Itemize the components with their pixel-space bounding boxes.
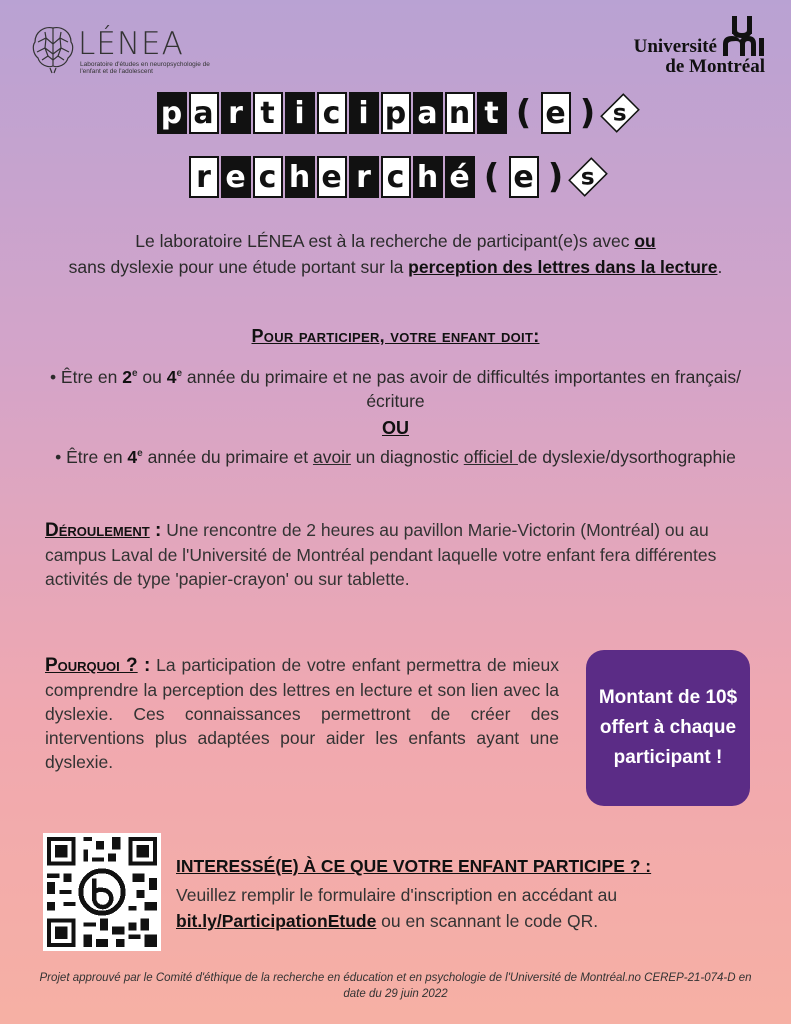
headline-letter: ) [579,93,596,133]
lenea-name: LÉNEA [78,26,184,62]
cta-text-1: Veuillez remplir le formulaire d'inscription en accédant au [176,885,618,905]
lenea-logo [30,20,220,80]
sup-e: e [137,448,143,459]
headline-letter: h [285,156,315,198]
or-separator: OU [382,418,409,438]
headline-letter: a [189,92,219,134]
grade-4: 4 [166,366,177,387]
headline-letter: r [349,156,379,198]
headline-letter: c [381,156,411,198]
headline-letter: c [253,156,283,198]
deroulement-colon: : [149,520,162,541]
criterion-2-end: de dyslexie/dysorthographie [517,446,736,467]
headline-letter: p [381,92,411,134]
deroulement-heading: Déroulement [45,520,150,541]
criterion-2-mid: année du primaire et [142,446,313,467]
headline-letter: r [189,156,219,198]
headline-letter: c [317,92,347,134]
criterion-1-text: • Être en [49,366,123,387]
headline-letter: h [413,156,443,198]
headline-letter: r [221,92,251,134]
deroulement-section [45,518,745,591]
criterion-2 [30,442,761,469]
pourquoi-heading: Pourquoi ? [45,655,138,676]
headline-letter: e [509,156,539,198]
headline-letter: p [157,92,187,134]
intro-ou: ou [634,231,656,251]
intro-end: . [717,257,723,277]
headline-letter: i [349,92,379,134]
qr-code-icon [43,833,161,951]
criterion-2-avoir: avoir [312,446,351,467]
pourquoi-section [45,653,559,774]
criterion-1-ou: ou [137,366,167,387]
cta-text [176,882,756,934]
lenea-subtitle: Laboratoire d'études en neuropsychologie de l'enfant et de l'adolescent [80,61,210,75]
headline-letter: é [445,156,475,198]
headline-letter: e [541,92,571,134]
udem-name-line1: Université [633,36,717,57]
udem-mark-icon [723,16,765,56]
cta-text-2: ou en scannant le code QR. [376,911,599,931]
pourquoi-colon: : [137,655,151,676]
reward-box [586,650,750,806]
headline-letter: a [413,92,443,134]
cta-title: INTERESSÉ(E) À CE QUE VOTRE ENFANT PARTICIPE ? : [176,856,652,876]
intro-topic: perception des lettres dans la lecture [408,257,718,277]
headline-letter: i [285,92,315,134]
criterion-2-text: • Être en [55,446,128,467]
grade-2: 2 [122,366,132,387]
headline-letter: n [445,92,475,134]
sup-e: e [176,368,183,379]
bitly-logo-icon [81,871,123,913]
udem-logo [615,16,765,76]
headline-participants [0,92,791,134]
intro-text-2: sans dyslexie pour une étude portant sur la [68,257,409,277]
headline-letter: e [317,156,347,198]
intro-text: Le laboratoire LÉNEA est à la recherche de participant(e)s avec [135,231,635,251]
criterion-2-diag: un diagnostic [350,446,464,467]
headline-letter: t [253,92,283,134]
deroulement-text: Une rencontre de 2 heures au pavillon Marie-Victorin (Montréal) ou au campus Laval de l'Université de Montréal pendant laquelle votre enfant fera différentes activités de type 'papier-crayon' ou sur tablette. [45,520,717,589]
reward-text: Montant de 10$ offert à chaque participant ! [598,687,738,768]
criterion-2-officiel: officiel [463,446,518,467]
intro-paragraph [30,228,761,280]
brain-icon [30,20,76,74]
criterion-1 [30,362,761,413]
headline-letter: e [221,156,251,198]
headline-letter: t [477,92,507,134]
pourquoi-text: La participation de votre enfant permettra de mieux comprendre la perception des lettres en lecture et son lien avec la dyslexie. Ces connaissances permettront de créer des interventions plus adaptées pour aider les enfants ayant une dyslexie. [45,655,560,772]
ethics-footer: Projet approuvé par le Comité d'éthique de la recherche en éducation et en psychologie de l'Université de Montréal.no CEREP-21-074-D en date du 29 juin 2022 [39,972,752,1000]
headline-letter: ( [515,93,532,133]
udem-name-line2: de Montréal [665,56,765,77]
headline-letter: ( [483,157,500,197]
grade-4: 4 [127,446,138,467]
headline-letter: ) [547,157,564,197]
signup-link[interactable]: bit.ly/ParticipationEtude [176,911,377,931]
qr-code[interactable] [43,833,161,951]
sup-e: e [131,368,138,379]
headline-letter: s [600,93,640,133]
headline-recherches [0,156,791,198]
criteria-title: Pour participer, votre enfant doit: [251,326,540,346]
criterion-1-rest: année du primaire et ne pas avoir de difficultés importantes en français/écriture [182,366,742,411]
headline-letter: s [568,157,608,197]
